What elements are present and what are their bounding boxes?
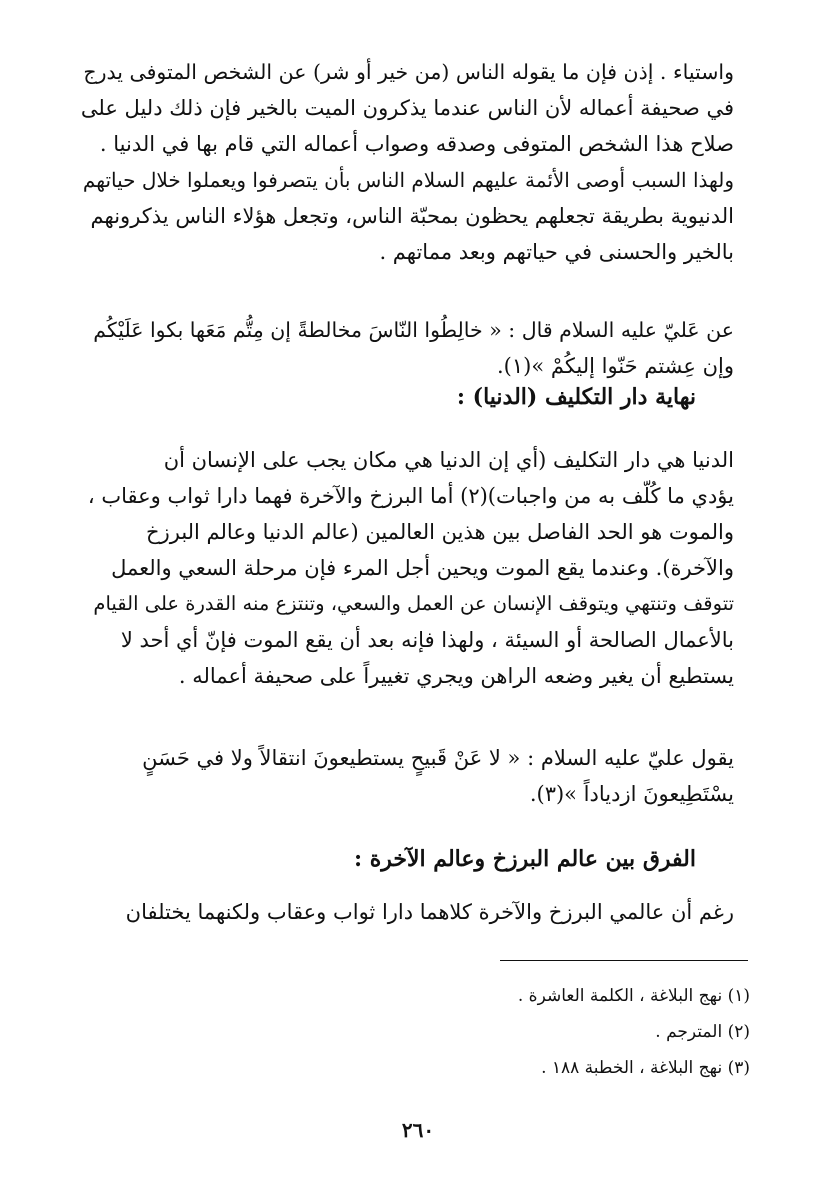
quote-line: وإن عِشتم حَنّوا إليكُمْ »(١). xyxy=(496,354,734,378)
footnote-2: (٢) المترجم . xyxy=(655,1022,750,1042)
footnote-1: (١) نهج البلاغة ، الكلمة العاشرة . xyxy=(517,986,750,1006)
paragraph-line: يستطيع أن يغير وضعه الراهن ويجري تغييراً على صحيفة أعماله . xyxy=(178,664,734,688)
paragraph-1 xyxy=(80,54,734,270)
quote-2 xyxy=(80,740,734,812)
paragraph-line: يؤدي ما كُلّف به من واجبات)(٢) أما البرزخ والآخرة فهما دارا ثواب وعقاب ، xyxy=(87,484,734,508)
paragraph-line: بالخير والحسنى في حياتهم وبعد مماتهم . xyxy=(379,240,734,264)
paragraph-line: ولهذا السبب أوصى الأئمة عليهم السلام الناس بأن يتصرفوا ويعملوا خلال حياتهم xyxy=(82,168,734,192)
paragraph-3 xyxy=(80,894,734,930)
paragraph-2 xyxy=(80,442,734,694)
quote-line: يقول عليّ عليه السلام : « لا عَنْ قَبيحٍ يستطيعونَ انتقالاً ولا في حَسَنٍ xyxy=(142,746,734,770)
quote-line: عن عَليّ عليه السلام قال : « خالِطُوا النّاسَ مخالطةً إن مِتُّم مَعَها بكوا عَلَيْكُم xyxy=(93,318,734,342)
section-heading-2: الفرق بين عالم البرزخ وعالم الآخرة : xyxy=(353,846,696,872)
paragraph-line: بالأعمال الصالحة أو السيئة ، ولهذا فإنه بعد أن يقع الموت فإنّ أي أحد لا xyxy=(120,628,734,652)
footnote-divider xyxy=(500,960,748,961)
quote-1 xyxy=(80,312,734,384)
page-number: ٢٦٠ xyxy=(401,1118,435,1142)
paragraph-line: الدنيوية بطريقة تجعلهم يحظون بمحبّة الناس، وتجعل هؤلاء الناس يذكرونهم xyxy=(90,204,734,228)
paragraph-line: والموت هو الحد الفاصل بين هذين العالمين (عالم الدنيا وعالم البرزخ xyxy=(146,520,734,544)
paragraph-line: الدنيا هي دار التكليف (أي إن الدنيا هي مكان يجب على الإنسان أن xyxy=(163,448,734,472)
footnote-3: (٣) نهج البلاغة ، الخطبة ١٨٨ . xyxy=(541,1058,750,1078)
section-heading-1: نهاية دار التكليف (الدنيا) : xyxy=(456,384,696,410)
quote-line: يسْتَطِيعونَ ازدياداً »(٣). xyxy=(529,782,734,806)
paragraph-line: تتوقف وتنتهي ويتوقف الإنسان عن العمل والسعي، وتنتزع منه القدرة على القيام xyxy=(93,592,734,615)
paragraph-line: في صحيفة أعماله لأن الناس عندما يذكرون الميت بالخير فإن ذلك دليل على xyxy=(80,96,734,120)
paragraph-line: صلاح هذا الشخص المتوفى وصدقه وصواب أعماله التي قام بها في الدنيا . xyxy=(99,132,734,156)
paragraph-line: رغم أن عالمي البرزخ والآخرة كلاهما دارا ثواب وعقاب ولكنهما يختلفان xyxy=(125,900,734,924)
paragraph-line: والآخرة). وعندما يقع الموت ويحين أجل المرء فإن مرحلة السعي والعمل xyxy=(111,556,734,580)
paragraph-line: واستياء . إذن فإن ما يقوله الناس (من خير أو شر) عن الشخص المتوفى يدرج xyxy=(83,60,734,84)
